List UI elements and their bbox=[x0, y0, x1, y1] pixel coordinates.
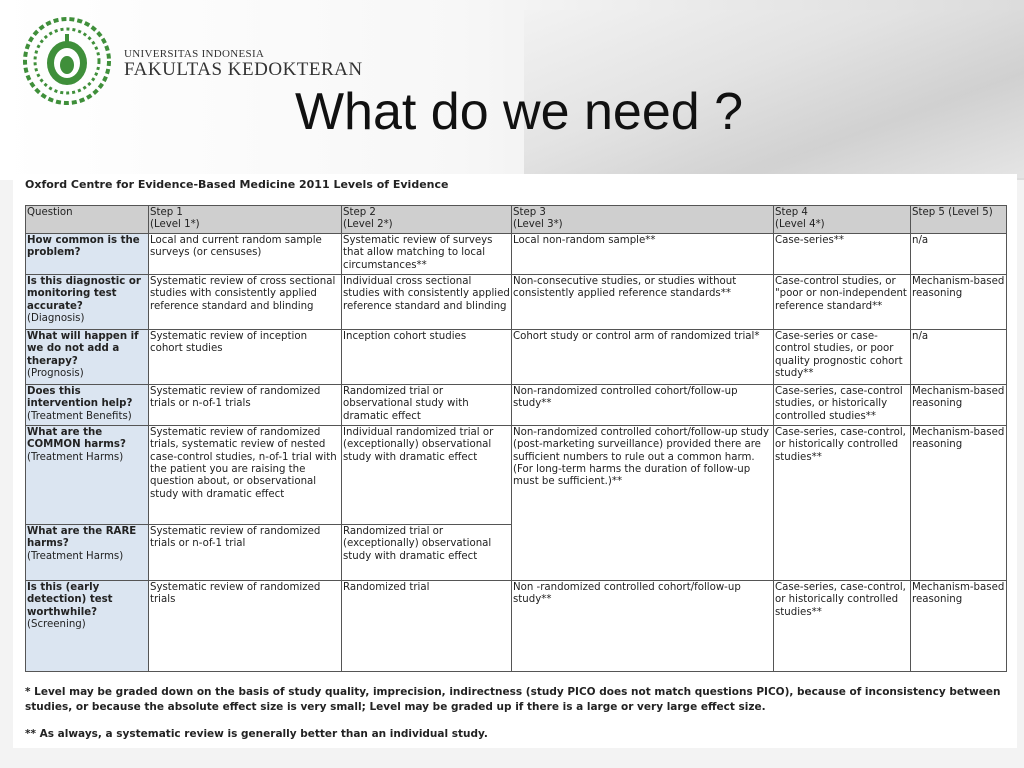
table-cell: Case-series** bbox=[774, 233, 911, 274]
table-row bbox=[26, 425, 1007, 524]
table-cell: Randomized trial or observational study with dramatic effect bbox=[342, 384, 512, 425]
question-cell: Does this intervention help? (Treatment Benefits) bbox=[26, 384, 149, 425]
table-cell: Local and current random sample surveys (or censuses) bbox=[149, 233, 342, 274]
step4-header: Step 4 (Level 4*) bbox=[774, 206, 911, 234]
org-line1: UNIVERSITAS INDONESIA bbox=[124, 48, 265, 60]
organization-name bbox=[124, 48, 363, 81]
footnotes bbox=[25, 685, 1005, 742]
table-row bbox=[26, 580, 1007, 671]
table-cell: Non-consecutive studies, or studies without consistently applied reference standards** bbox=[512, 274, 774, 329]
table-cell: n/a bbox=[911, 329, 1007, 384]
evidence-document bbox=[13, 174, 1017, 748]
question-cell: What are the RARE harms? (Treatment Harms) bbox=[26, 524, 149, 580]
question-cell: What will happen if we do not add a therapy? (Prognosis) bbox=[26, 329, 149, 384]
table-row bbox=[26, 329, 1007, 384]
footnote-systematic-review: ** As always, a systematic review is generally better than an individual study. bbox=[25, 728, 488, 740]
table-cell: Mechanism-based reasoning bbox=[911, 425, 1007, 580]
table-cell: Systematic review of randomized trials or n-of-1 trial bbox=[149, 524, 342, 580]
footnote-level-grading: * Level may be graded down on the basis of study quality, imprecision, indirectness (study PICO does not match questions PICO), because of inconsistency between studies, or because the absolute effect size is very small; Level may be graded up if there is a large or very large effect size. bbox=[25, 686, 1001, 713]
table-cell: Individual cross sectional studies with consistently applied reference standard and blinding bbox=[342, 274, 512, 329]
table-cell: n/a bbox=[911, 233, 1007, 274]
slide-title: What do we need ? bbox=[294, 83, 744, 141]
table-cell: Systematic review of cross sectional studies with consistently applied reference standard and blinding bbox=[149, 274, 342, 329]
table-cell: Systematic review of surveys that allow matching to local circumstances** bbox=[342, 233, 512, 274]
table-cell: Case-series, case-control, or historically controlled studies** bbox=[774, 425, 911, 580]
table-cell: Inception cohort studies bbox=[342, 329, 512, 384]
table-cell: Cohort study or control arm of randomized trial* bbox=[512, 329, 774, 384]
levels-of-evidence-table bbox=[25, 205, 1007, 672]
step5-header: Step 5 (Level 5) bbox=[911, 206, 1007, 234]
table-cell: Local non-random sample** bbox=[512, 233, 774, 274]
table-cell: Systematic review of inception cohort studies bbox=[149, 329, 342, 384]
table-row bbox=[26, 384, 1007, 425]
table-cell: Case-series, case-control studies, or historically controlled studies** bbox=[774, 384, 911, 425]
org-line2: FAKULTAS KEDOKTERAN bbox=[124, 59, 363, 80]
table-cell: Randomized trial or (exceptionally) observational study with dramatic effect bbox=[342, 524, 512, 580]
table-cell: Individual randomized trial or (exceptionally) observational study with dramatic effect bbox=[342, 425, 512, 524]
table-cell: Case-series or case-control studies, or poor quality prognostic cohort study** bbox=[774, 329, 911, 384]
question-cell: How common is the problem? bbox=[26, 233, 149, 274]
table-cell: Non -randomized controlled cohort/follow-up study** bbox=[512, 580, 774, 671]
question-cell: Is this diagnostic or monitoring test accurate? (Diagnosis) bbox=[26, 274, 149, 329]
table-header-row bbox=[26, 206, 1007, 234]
question-header: Question bbox=[26, 206, 149, 234]
table-cell: Case-control studies, or "poor or non-independent reference standard** bbox=[774, 274, 911, 329]
question-cell: What are the COMMON harms? (Treatment Harms) bbox=[26, 425, 149, 524]
table-row bbox=[26, 274, 1007, 329]
table-cell: Non-randomized controlled cohort/follow-up study (post-marketing surveillance) provided there are sufficient numbers to rule out a common harm. (For long-term harms the duration of follow-up must be sufficient.)** bbox=[512, 425, 774, 580]
table-row bbox=[26, 233, 1007, 274]
table-cell: Randomized trial bbox=[342, 580, 512, 671]
table-cell: Systematic review of randomized trials bbox=[149, 580, 342, 671]
step2-header: Step 2 (Level 2*) bbox=[342, 206, 512, 234]
table-cell: Non-randomized controlled cohort/follow-up study** bbox=[512, 384, 774, 425]
document-title: Oxford Centre for Evidence-Based Medicine 2011 Levels of Evidence bbox=[25, 178, 449, 191]
table-cell: Systematic review of randomized trials or n-of-1 trials bbox=[149, 384, 342, 425]
table-cell: Mechanism-based reasoning bbox=[911, 384, 1007, 425]
question-cell: Is this (early detection) test worthwhile? (Screening) bbox=[26, 580, 149, 671]
table-cell: Case-series, case-control, or historically controlled studies** bbox=[774, 580, 911, 671]
table-cell: Mechanism-based reasoning bbox=[911, 580, 1007, 671]
step1-header: Step 1 (Level 1*) bbox=[149, 206, 342, 234]
table-cell: Mechanism-based reasoning bbox=[911, 274, 1007, 329]
step3-header: Step 3 (Level 3*) bbox=[512, 206, 774, 234]
table-cell: Systematic review of randomized trials, systematic review of nested case-control studies, n-of-1 trial with the patient you are raising the question about, or observational study with dramatic effect bbox=[149, 425, 342, 524]
